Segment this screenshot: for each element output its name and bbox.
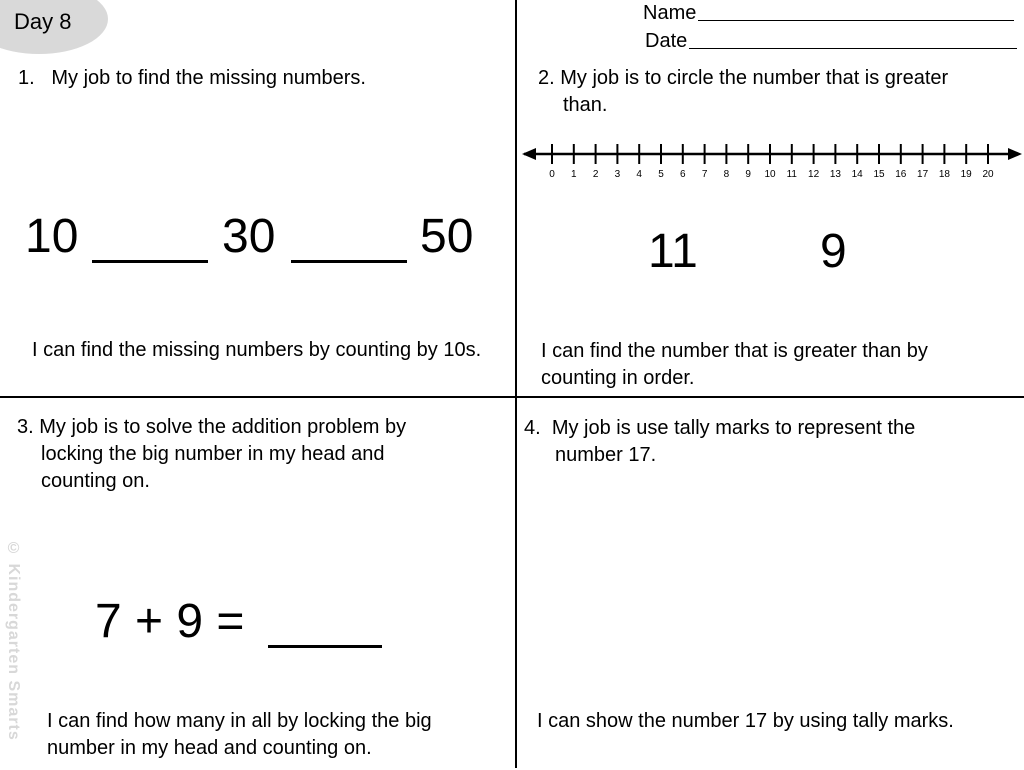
number-line-label: 6: [680, 169, 686, 180]
horizontal-divider: [0, 396, 1024, 398]
number-line-label: 0: [549, 169, 555, 180]
q1-blank-1[interactable]: [92, 260, 208, 263]
day-label: Day 8: [14, 9, 72, 34]
q3-caption-line2: number in my head and counting on.: [47, 737, 372, 759]
q4-number: 4.: [524, 417, 541, 439]
number-line-label: 17: [917, 169, 929, 180]
name-field[interactable]: [643, 0, 1014, 26]
number-line-label: 11: [786, 169, 797, 180]
number-line-label: 10: [764, 169, 776, 180]
number-line-label: 15: [873, 169, 885, 180]
number-line-label: 16: [895, 169, 907, 180]
number-line-label: 9: [745, 169, 751, 180]
watermark: © Kindergarten Smarts: [5, 540, 22, 741]
number-line: [520, 140, 1024, 184]
date-line: [689, 48, 1017, 49]
q1-seq-2: 30: [222, 210, 276, 263]
q1-blank-2[interactable]: [291, 260, 407, 263]
number-line-label: 7: [701, 169, 708, 180]
q4-prompt-line2: number 17.: [555, 444, 657, 466]
date-label: Date: [645, 30, 688, 52]
q1-number: 1.: [18, 67, 35, 89]
number-line-label: 20: [982, 169, 994, 180]
number-line-label: 4: [636, 169, 642, 180]
q3-caption-line1: I can find how many in all by locking the big: [47, 710, 432, 732]
q1-caption: I can find the missing numbers by counting by 10s.: [32, 339, 482, 361]
q3-prompt: [17, 414, 406, 495]
q2-choice-a[interactable]: 11: [648, 225, 698, 278]
q2-choice-b[interactable]: 9: [820, 225, 847, 278]
q2-caption-line2: counting in order.: [541, 367, 695, 389]
vertical-divider: [515, 0, 517, 768]
q2-prompt: [538, 65, 948, 119]
number-line-right-arrow: [1008, 148, 1022, 160]
number-line-label: 8: [723, 169, 730, 180]
q2-prompt-line2: than.: [563, 94, 608, 116]
number-line-label: 18: [938, 169, 950, 180]
date-field[interactable]: [645, 28, 1017, 54]
q2-caption: [541, 338, 928, 392]
number-line-label: 14: [851, 169, 863, 180]
q3-caption: [47, 708, 432, 762]
q1-seq-3: 50: [420, 210, 474, 263]
q1-seq-1: 10: [25, 210, 79, 263]
q1-prompt-text: My job to find the missing numbers.: [51, 67, 366, 89]
number-line-label: 19: [960, 169, 972, 180]
q4-prompt-line1: My job is use tally marks to represent the: [551, 417, 916, 439]
number-line-left-arrow: [522, 148, 536, 160]
q1-prompt: [18, 65, 366, 92]
q3-answer-blank[interactable]: [268, 645, 382, 648]
name-line: [698, 20, 1014, 21]
q4-caption: I can show the number 17 by using tally marks.: [537, 710, 954, 732]
number-line-label: 2: [592, 169, 599, 180]
q3-equation: 7 + 9 =: [95, 595, 245, 648]
number-line-label: 5: [658, 169, 664, 180]
number-line-label: 13: [829, 169, 841, 180]
number-line-label: 3: [614, 169, 621, 180]
q3-prompt-line1: 3. My job is to solve the addition problem by: [17, 416, 407, 438]
number-line-label: 1: [571, 169, 577, 180]
q3-prompt-line3: counting on.: [41, 470, 150, 492]
q4-prompt: [524, 415, 915, 469]
number-line-label: 12: [808, 169, 820, 180]
name-label: Name: [643, 2, 697, 24]
q3-prompt-line2: locking the big number in my head and: [41, 443, 385, 465]
q2-caption-line1: I can find the number that is greater than by: [541, 340, 928, 362]
q2-prompt-line1: 2. My job is to circle the number that is greater: [538, 67, 949, 89]
